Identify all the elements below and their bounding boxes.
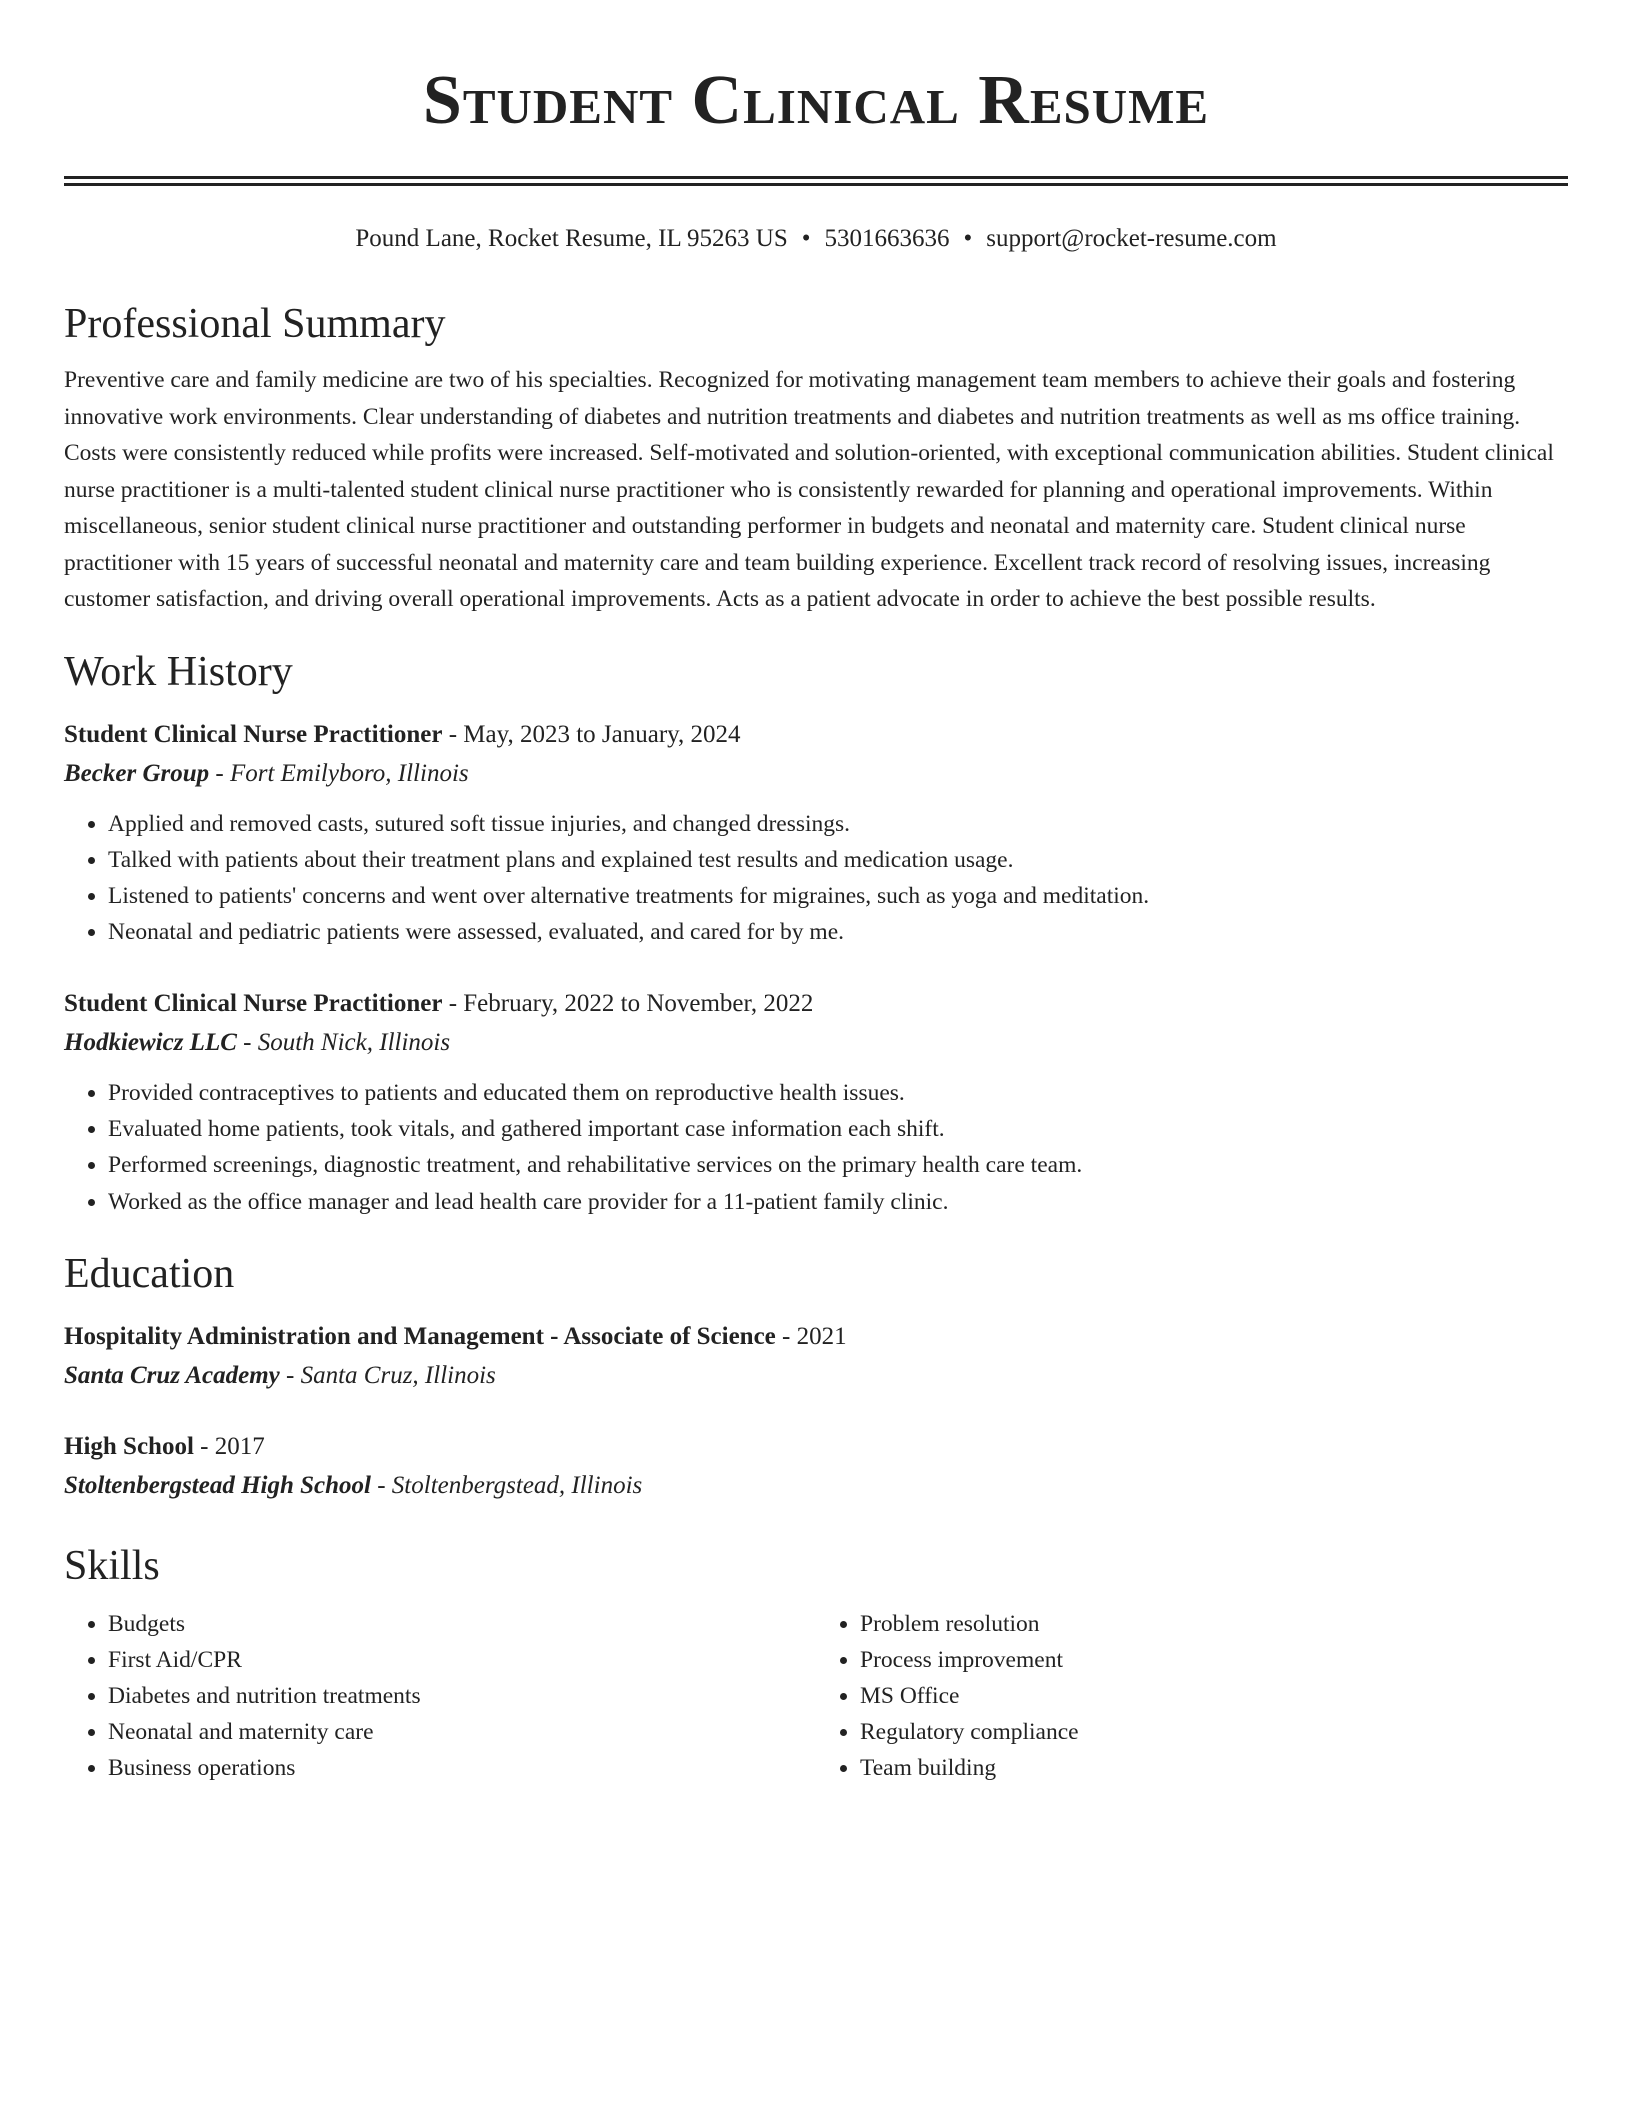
job-bullet: • Talked with patients about their treatment plans and explained test results and medication usage. (108, 842, 1568, 878)
skill-item: • Business operations (108, 1750, 816, 1786)
contact-separator: • (963, 225, 973, 252)
skill-item: • Budgets (108, 1606, 816, 1642)
resume-name: Student Clinical Resume (422, 62, 1210, 139)
skills-column-left (64, 1606, 816, 1786)
job-company: Hodkiewicz LLC (64, 1028, 237, 1056)
education-entry (64, 1318, 1568, 1396)
education-degree: High School (64, 1432, 194, 1460)
skill-item: • Team building (860, 1750, 1568, 1786)
job-bullet: • Performed screenings, diagnostic treatment, and rehabilitative services on the primary health care team. (108, 1147, 1568, 1183)
skills-column-right (816, 1606, 1568, 1786)
skill-item: • Problem resolution (860, 1606, 1568, 1642)
job-location: - South Nick, Illinois (236, 1028, 451, 1056)
skill-item: • Regulatory compliance (860, 1714, 1568, 1750)
education-degree: Hospitality Administration and Management - Associate of Science (64, 1322, 776, 1350)
job-dates: - May, 2023 to January, 2024 (442, 720, 741, 748)
job-dates: - February, 2022 to November, 2022 (442, 989, 814, 1017)
education-year: - 2021 (775, 1322, 847, 1350)
job-entry (64, 716, 1568, 951)
job-company: Becker Group (64, 759, 210, 787)
section-title-summary: Professional Summary (64, 301, 446, 347)
job-location: - Fort Emilyboro, Illinois (209, 759, 469, 787)
contact-separator: • (801, 225, 811, 252)
skill-item: • Process improvement (860, 1642, 1568, 1678)
header-double-rule (64, 176, 1568, 186)
job-bullet: • Neonatal and pediatric patients were assessed, evaluated, and cared for by me. (108, 914, 1568, 950)
skill-item: • First Aid/CPR (108, 1642, 816, 1678)
contact-address: Pound Lane, Rocket Resume, IL 95263 US (355, 225, 788, 252)
job-bullets (64, 806, 1568, 951)
job-header (64, 985, 1568, 1023)
job-header (64, 716, 1568, 754)
job-bullet: • Provided contraceptives to patients and educated them on reproductive health issues. (108, 1075, 1568, 1111)
skill-item: • MS Office (860, 1678, 1568, 1714)
job-bullet: • Worked as the office manager and lead health care provider for a 11-patient family clinic. (108, 1184, 1568, 1220)
job-bullet: • Listened to patients' concerns and went over alternative treatments for migraines, such as yoga and meditation. (108, 878, 1568, 914)
education-school: Santa Cruz Academy (64, 1361, 280, 1389)
job-company-line (64, 1023, 1568, 1063)
education-header (64, 1318, 1568, 1356)
education-location: - Stoltenbergstead, Illinois (370, 1471, 643, 1499)
job-bullets (64, 1075, 1568, 1220)
education-location: - Santa Cruz, Illinois (279, 1361, 496, 1389)
education-school-line (64, 1466, 1568, 1506)
contact-phone: 5301663636 (824, 225, 950, 252)
section-title-skills: Skills (64, 1542, 160, 1589)
education-entry (64, 1428, 1568, 1506)
education-school: Stoltenbergstead High School (64, 1471, 371, 1499)
job-role: Student Clinical Nurse Practitioner (64, 989, 443, 1017)
education-year: - 2017 (193, 1432, 265, 1460)
job-bullet: • Evaluated home patients, took vitals, and gathered important case information each shift. (108, 1111, 1568, 1147)
contact-email: support@rocket-resume.com (986, 225, 1277, 252)
education-school-line (64, 1356, 1568, 1396)
education-header (64, 1428, 1568, 1466)
skill-item: • Neonatal and maternity care (108, 1714, 816, 1750)
skills-list (64, 1606, 1568, 1786)
section-title-work: Work History (64, 648, 293, 695)
job-bullet: • Applied and removed casts, sutured soft tissue injuries, and changed dressings. (108, 806, 1568, 842)
section-title-education: Education (64, 1250, 235, 1297)
summary-text: Preventive care and family medicine are two of his specialties. Recognized for motivating management team members to achieve their goals and fostering innovative work environments. Clear understanding of diabetes and nutrition treatments and diabetes and nutrition treatments as well as ms office training. Costs were consistently reduced while profits were increased. Self-motivated and solution-oriented, with exceptional communication abilities. Student clinical nurse practitioner is a multi-talented student clinical nurse practitioner who is consistently rewarded for planning and operational improvements. Within miscellaneous, senior student clinical nurse practitioner and outstanding performer in budgets and neonatal and maternity care. Student clinical nurse practitioner with 15 years of successful neonatal and maternity care and team building experience. Excellent track record of resolving issues, increasing customer satisfaction, and driving overall operational improvements. Acts as a patient advocate in order to achieve the best possible results. (64, 367, 1554, 612)
contact-line (64, 222, 1568, 256)
job-entry (64, 985, 1568, 1220)
skill-item: • Diabetes and nutrition treatments (108, 1678, 816, 1714)
job-role: Student Clinical Nurse Practitioner (64, 720, 443, 748)
job-company-line (64, 754, 1568, 794)
